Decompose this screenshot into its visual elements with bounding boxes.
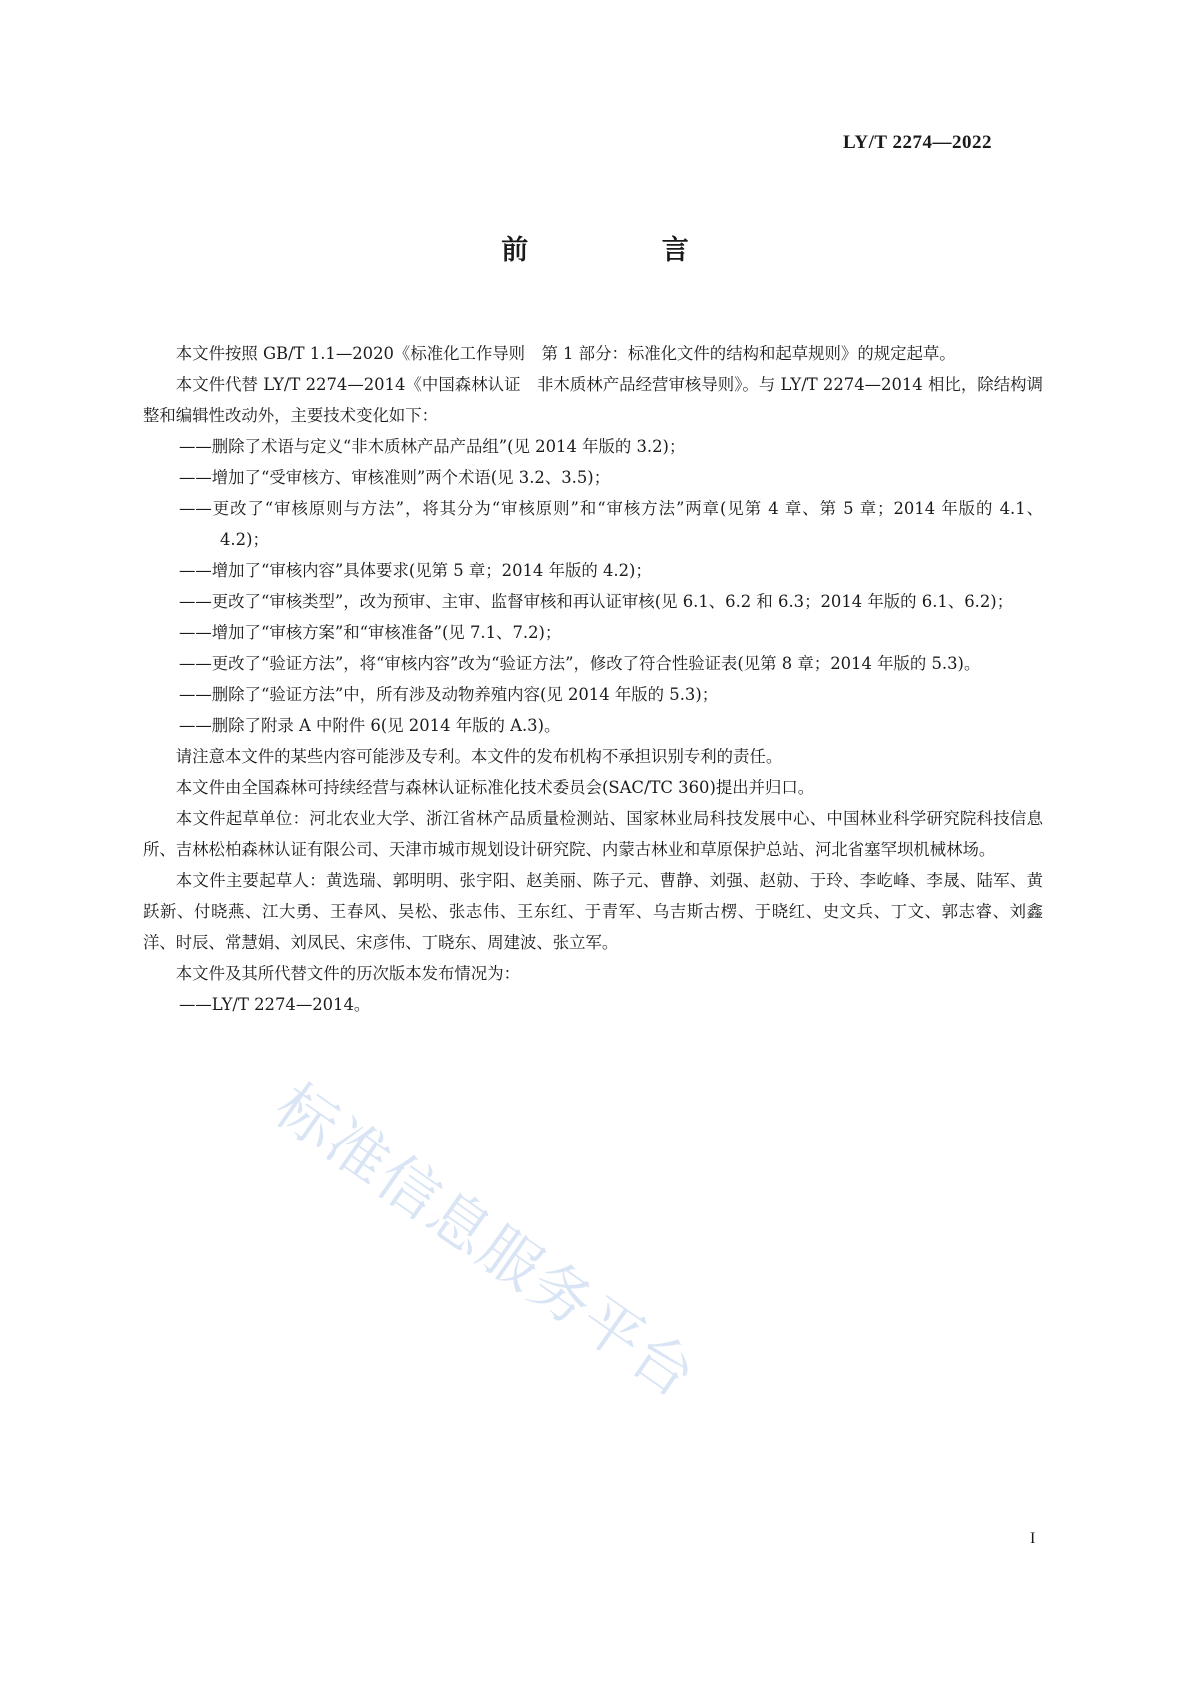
paragraph-history-intro: 本文件及其所代替文件的历次版本发布情况为： [175,964,520,983]
page-title: 前 言 [501,235,751,266]
paragraph-patent-notice: 请注意本文件的某些内容可能涉及专利。本文件的发布机构不承担识别专利的责任。 [175,747,783,766]
paragraph-drafters: 本文件主要起草人：黄选瑞、郭明明、张宇阳、赵美丽、陈子元、曹静、刘强、赵勍、于玲、李屹峰、李晟、陆军、黄跃新、付晓燕、江大勇、王春风、吴松、张志伟、王东红、于青军、乌吉斯古楞、于晓红、史文兵、丁文、郭志睿、刘鑫洋、时辰、常慧娟、刘凤民、宋彦伟、丁晓东、周建波、张立军。 [143,871,1043,952]
history-item: ——LY/T 2274—2014。 [179,995,371,1014]
change-item: ——增加了“受审核方、审核准则”两个术语(见 3.2、3.5)； [179,468,611,487]
change-item: ——增加了“审核内容”具体要求(见第 5 章；2014 年版的 4.2)； [179,561,652,580]
document-body [143,338,1043,1020]
paragraph-proposer: 本文件由全国森林可持续经营与森林认证标准化技术委员会(SAC/TC 360)提出并归口。 [175,778,815,797]
change-item: ——更改了“审核类型”，改为预审、主审、监督审核和再认证审核(见 6.1、6.2 和 6.3；2014 年版的 6.1、6.2)； [179,592,1014,611]
change-item: ——删除了术语与定义“非木质林产品产品组”(见 2014 年版的 3.2)； [179,437,686,456]
change-item: ——删除了“验证方法”中，所有涉及动物养殖内容(见 2014 年版的 5.3)； [179,685,719,704]
document-code: LY/T 2274—2022 [842,132,992,153]
change-item: ——更改了“验证方法”，将“审核内容”改为“验证方法”，修改了符合性验证表(见第 8 章；2014 年版的 5.3)。 [179,654,981,673]
paragraph-replacement: 本文件代替 LY/T 2274—2014《中国森林认证 非木质林产品经营审核导则》。与 LY/T 2274—2014 相比，除结构调整和编辑性改动外，主要技术变化如下： [143,375,1043,425]
paragraph-drafting-rule: 本文件按照 GB/T 1.1—2020《标准化工作导则 第 1 部分：标准化文件的结构和起草规则》的规定起草。 [175,344,956,363]
page-number: I [1030,1530,1036,1547]
paragraph-drafting-units: 本文件起草单位：河北农业大学、浙江省林产品质量检测站、国家林业局科技发展中心、中国林业科学研究院科技信息所、吉林松柏森林认证有限公司、天津市城市规划设计研究院、内蒙古林业和草原保护总站、河北省塞罕坝机械林场。 [143,809,1043,859]
change-item: ——增加了“审核方案”和“审核准备”(见 7.1、7.2)； [179,623,562,642]
change-item: ——删除了附录 A 中附件 6(见 2014 年版的 A.3)。 [179,716,561,735]
change-item: ——更改了“审核原则与方法”，将其分为“审核原则”和“审核方法”两章(见第 4 章、第 5 章；2014 年版的 4.1、4.2)； [179,499,1043,549]
watermark: 标准信息服务平台 [262,1070,709,1413]
